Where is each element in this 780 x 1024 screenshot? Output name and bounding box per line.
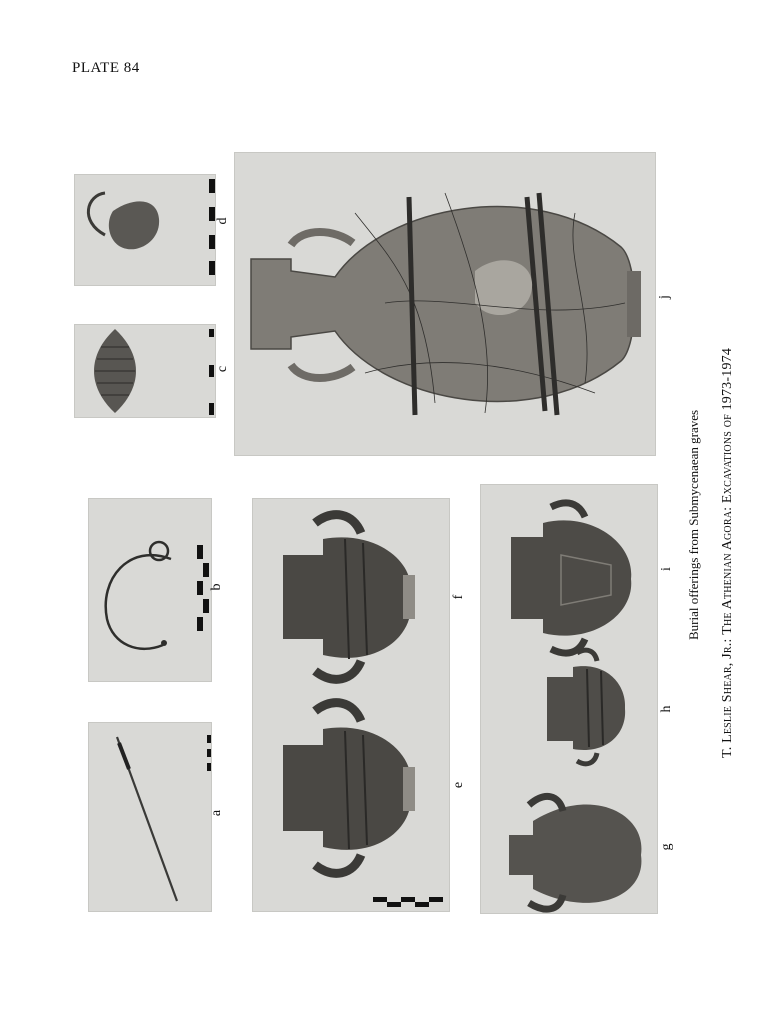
figure-label-a: a	[209, 809, 224, 817]
plate-caption-credit	[720, 348, 736, 758]
figure-label-h: h	[659, 705, 674, 713]
figure-label-f: f	[451, 594, 466, 600]
plate-caption-description: Burial offerings from Submycenaean graves	[686, 409, 701, 640]
photo-ghi-vessels	[480, 484, 658, 914]
plate-header: PLATE 84	[72, 60, 140, 76]
figure-label-e: e	[451, 781, 466, 789]
author-name: T. Leslie Shear, Jr.	[720, 642, 735, 758]
photo-c-bead	[74, 324, 216, 418]
photo-d-ring	[74, 174, 216, 286]
figure-label-g: g	[659, 843, 674, 851]
figure-label-b: b	[209, 583, 224, 591]
publication-title: The Athenian Agora: Excavations of 1973-1974	[720, 347, 735, 635]
photo-b-fibula	[88, 498, 212, 682]
photo-ef-jars	[252, 498, 450, 912]
figure-label-c: c	[215, 365, 230, 373]
figure-label-j: j	[657, 295, 672, 299]
figure-label-d: d	[215, 217, 230, 225]
photo-j-amphora	[234, 152, 656, 456]
caption-separator: :	[720, 634, 735, 643]
photo-a-pin	[88, 722, 212, 912]
figure-label-i: i	[659, 567, 674, 571]
